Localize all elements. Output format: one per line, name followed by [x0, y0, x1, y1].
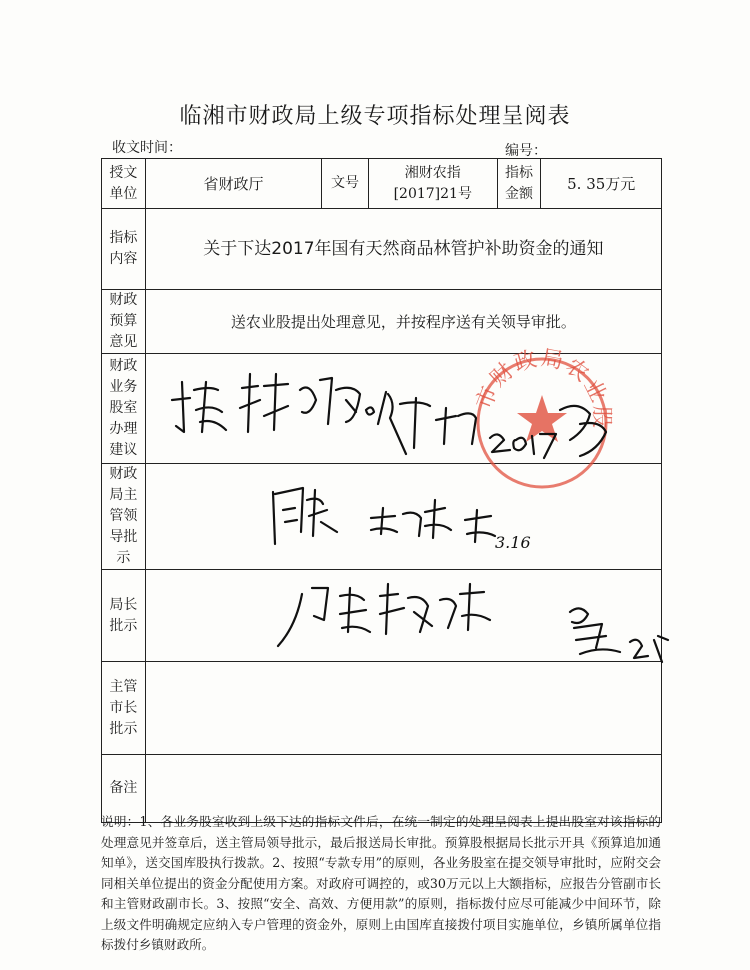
mayor-instruction-label: 主管 市长 批示 [102, 662, 146, 755]
page-title: 临湘市财政局上级专项指标处理呈阅表 [179, 104, 571, 129]
dept-suggestion-label: 财政 业务 股室 办理 建议 [102, 354, 146, 464]
handwritten-director-signature [270, 570, 700, 670]
content-value: 关于下达2017年国有天然商品林管护补助资金的通知 [145, 209, 661, 290]
leader-instruction-label: 财政 局主 管领 导批 示 [102, 464, 146, 570]
amount-value: 5. 35万元 [541, 159, 662, 209]
budget-opinion-label: 财政 预算 意见 [102, 290, 146, 354]
received-time-label: 收文时间： [112, 140, 182, 156]
explanation-notes: 说明：1、各业务股室收到上级下达的指标文件后，在统一制定的处理呈阅表上提出股室对该指标的处理意见并签章后，送主管局领导批示，最后报送局长审批。预算股根据局长批示开具《预算追加通知单》，送交国库股执行拨款。2、按照“专款专用”的原则，各业务股室在提交领导审批时，应附交会同相关单位提出的资金分配使用方案。对政府可调控的，或30万元以上大额指标，应报告分管副市长和主管财政副市长。3、按照“安全、高效、方便用款”的原则，指标拨付应尽可能减少中间环节，除上级文件明确规定应纳入专户管理的资金外，原则上由国库直接拨付项目实施单位，乡镇所属单位指标拨付乡镇财政所。 [101, 814, 661, 952]
mayor-instruction-area [145, 662, 661, 755]
doc-no-value: 湘财农指 [2017]21号 [368, 159, 497, 209]
amount-label: 指标 金额 [497, 159, 541, 209]
form-row-content [102, 209, 662, 290]
director-instruction-label: 局长 批示 [102, 570, 146, 662]
handwritten-date: 3.16 [495, 533, 531, 552]
budget-opinion-value: 送农业股提出处理意见，并按程序送有关领导审批。 [145, 290, 661, 354]
form-row-mayor-instruction [102, 662, 662, 755]
form-row-issuer [102, 159, 662, 209]
number-label: 编号： [505, 143, 547, 159]
remarks-label: 备注 [102, 755, 146, 823]
issuer-value: 省财政厅 [145, 159, 321, 209]
handwritten-leader-signature [255, 470, 555, 560]
seal-text: 市财政局农业股 [471, 345, 614, 430]
handwritten-dept-signature [160, 360, 620, 470]
content-label: 指标 内容 [102, 209, 146, 290]
issuer-label: 授文 单位 [102, 159, 146, 209]
doc-no-label: 文号 [322, 159, 369, 209]
